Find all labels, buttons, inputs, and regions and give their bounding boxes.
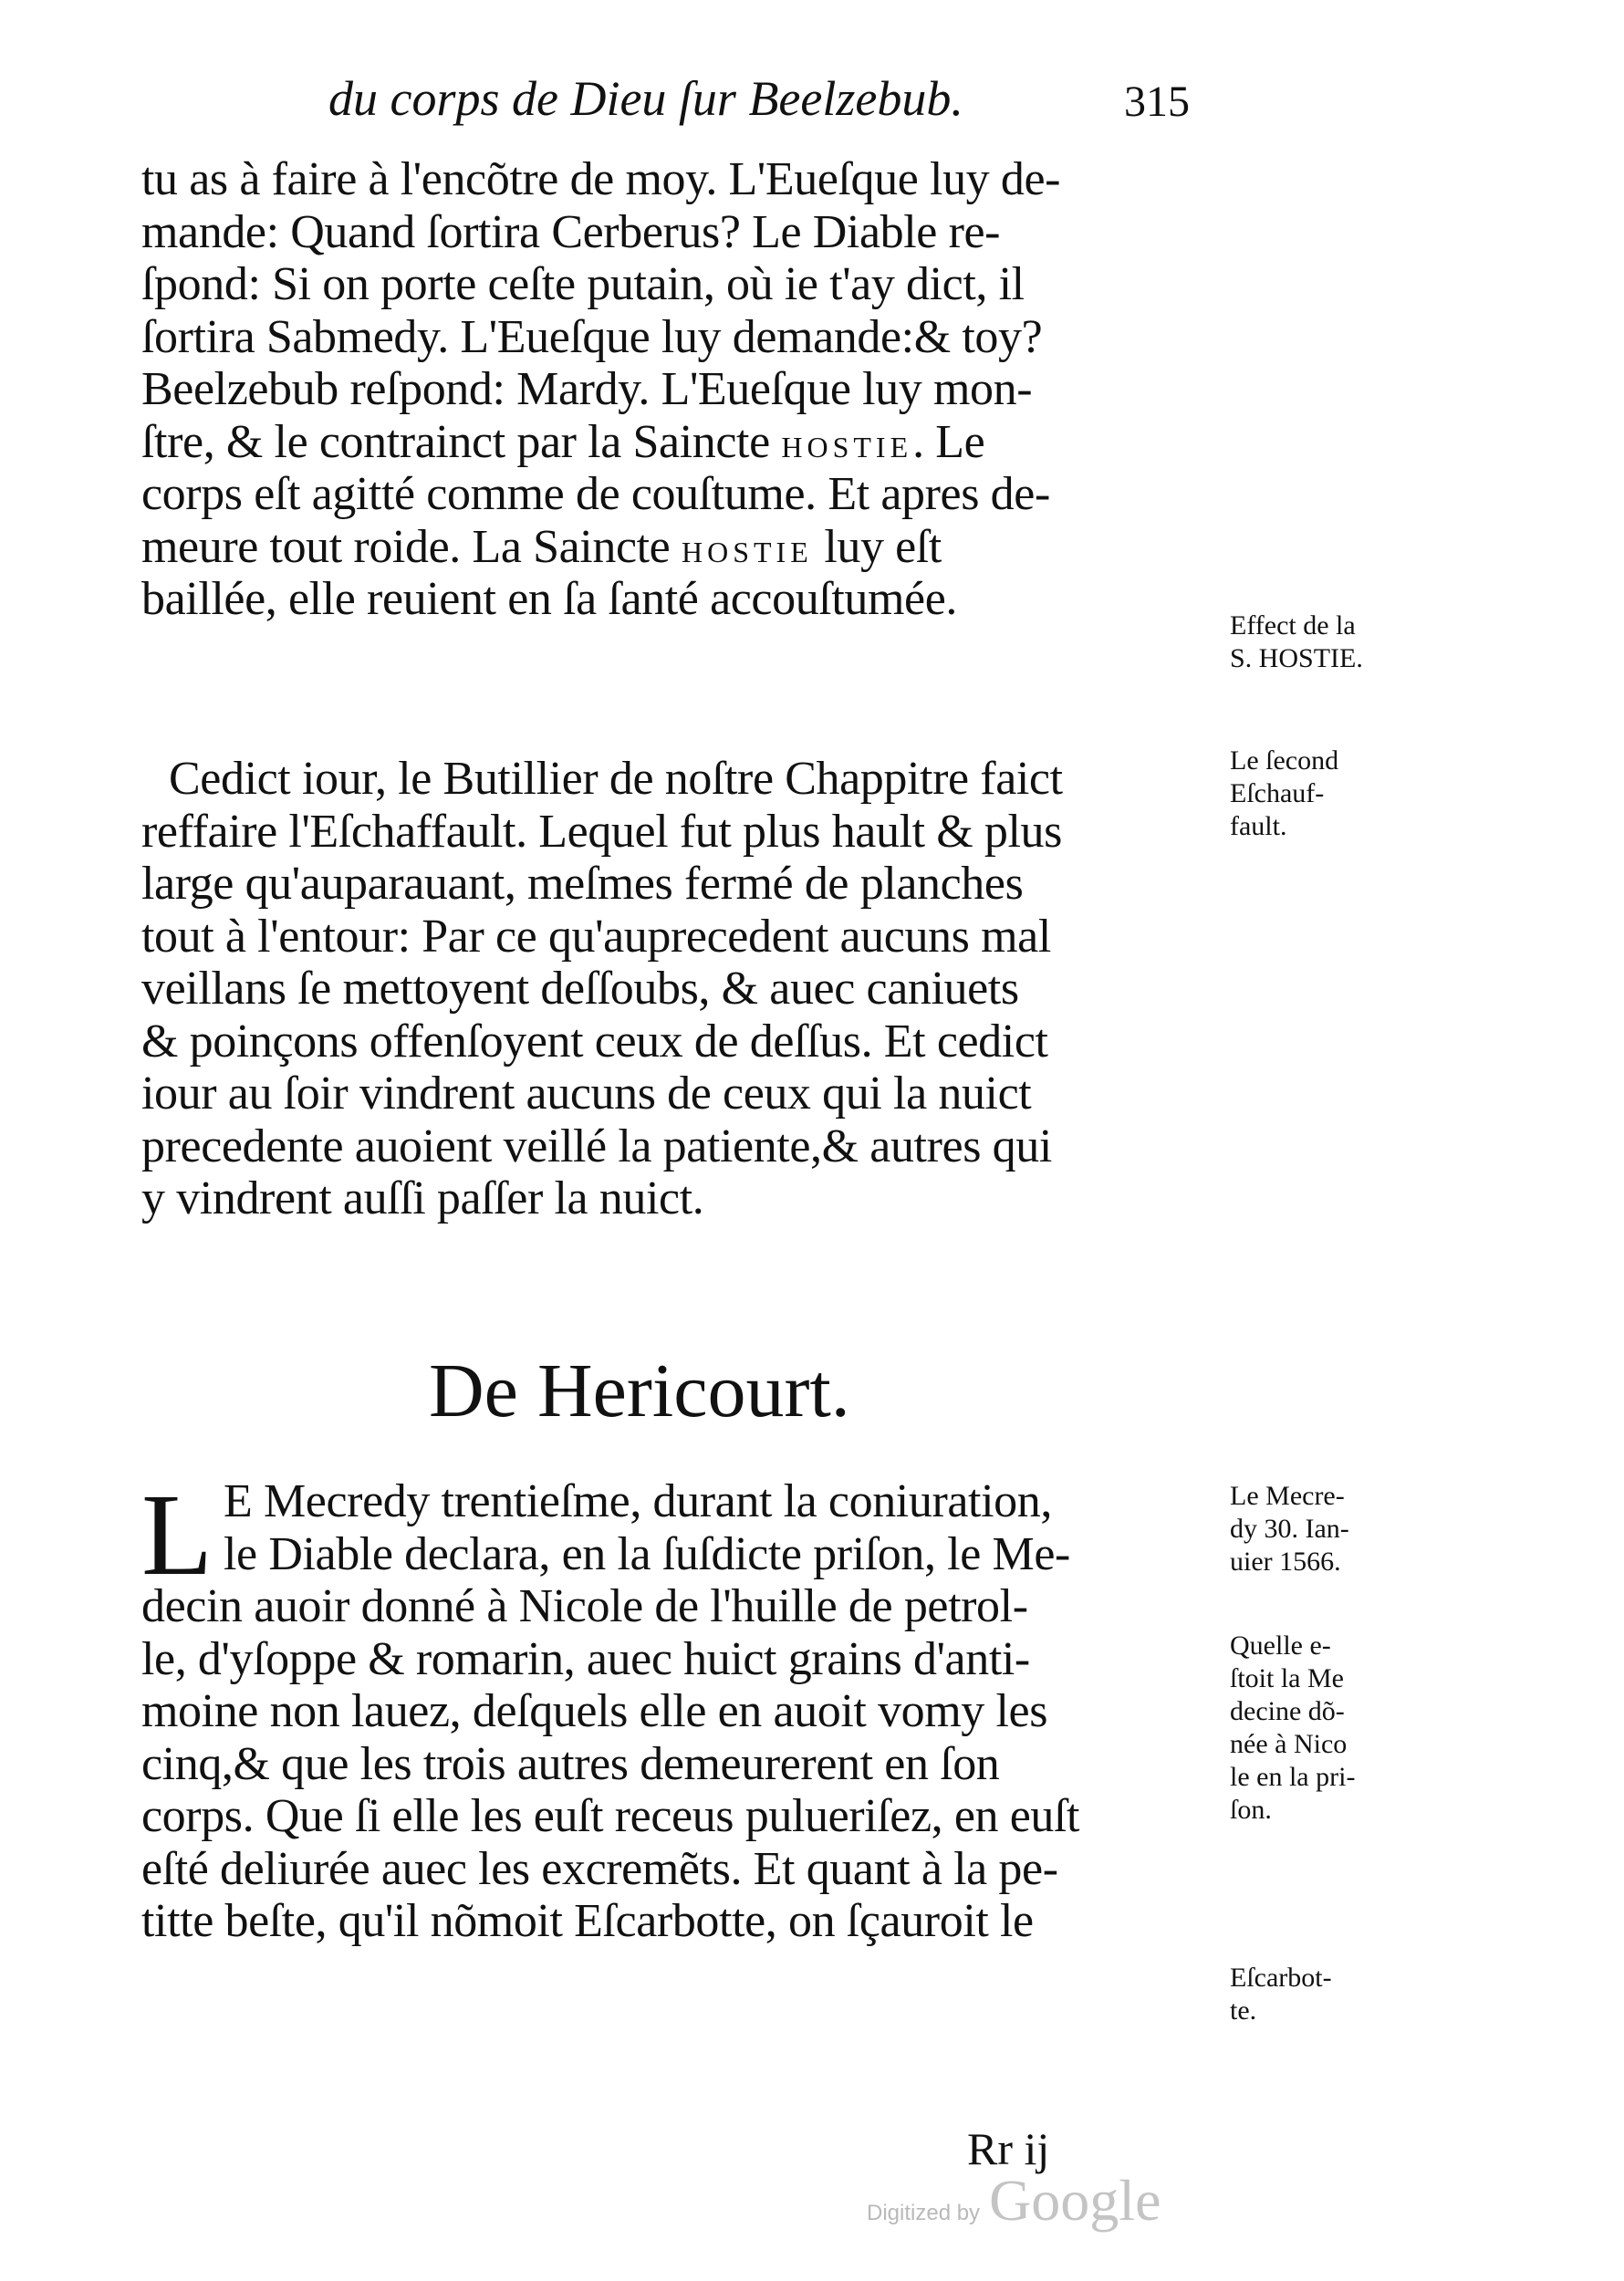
margin-note-medicine: [1230, 1630, 1394, 1827]
text-line: ſortira Sabmedy. L'Eueſque luy demande:& toy?: [141, 310, 1043, 363]
margin-note-line: Eſchauf-: [1230, 778, 1325, 808]
margin-note-effect: [1230, 609, 1394, 675]
digitization-watermark: [867, 2167, 1161, 2234]
text-block-1: [141, 153, 1218, 626]
text-line: mande: Quand ſortira Cerberus? Le Diable re-: [141, 205, 1001, 258]
text-line: titte beſte, qu'il nõmoit Eſcarbotte, on ſçauroit le: [141, 1895, 1034, 1947]
running-head: du corps de Dieu ſur Beelzebub.: [328, 71, 963, 126]
text-line: [141, 416, 1218, 469]
margin-note-line: uier 1566.: [1230, 1547, 1341, 1577]
page-number: 315: [1124, 78, 1190, 126]
text-line: ſpond: Si on porte ceſte putain, où ie t'ay dict, il: [141, 258, 1025, 310]
text-block-2: [141, 753, 1218, 1225]
margin-note-line: Le Mecre-: [1230, 1481, 1345, 1511]
margin-note-line: Quelle e-: [1230, 1630, 1331, 1661]
margin-note-line: Effect de la: [1230, 610, 1356, 641]
text-line: Cedict iour, le Butillier de noſtre Chappitre faict: [169, 753, 1063, 805]
text-fragment: . Le: [912, 415, 985, 468]
text-fragment: ſtre, & le contrainct par la Saincte: [141, 415, 782, 468]
text-line: iour au ſoir vindrent aucuns de ceux qui la nuict: [141, 1068, 1032, 1120]
text-line: eſté deliurée auec les excremẽts. Et quant à la pe-: [141, 1842, 1058, 1895]
margin-note-line: le en la pri-: [1230, 1762, 1356, 1792]
margin-note-line: te.: [1230, 1995, 1257, 2026]
text-line: precedente auoient veillé la patiente,& autres qui: [141, 1120, 1052, 1172]
text-fragment: luy eſt: [812, 520, 942, 573]
text-line: cinq,& que les trois autres demeurerent en ſon: [141, 1737, 1000, 1790]
margin-note-line: fault.: [1230, 811, 1287, 841]
text-line: corps. Que ſi elle les euſt receus pulueriſez, en euſt: [141, 1790, 1080, 1842]
watermark-logo: Google: [989, 2168, 1161, 2233]
text-line: baillée, elle reuient en ſa ſanté accouſtumée.: [141, 573, 958, 625]
margin-note-line: Eſcarbot-: [1230, 1963, 1332, 1993]
text-line: y vindrent auſſi paſſer la nuict.: [141, 1172, 704, 1224]
watermark-label: Digitized by: [867, 2201, 981, 2225]
text-line: & poinçons offenſoyent ceux de deſſus. Et cedict: [141, 1015, 1048, 1068]
margin-note-scaffold: [1230, 745, 1394, 843]
text-line: veillans ſe mettoyent deſſoubs, & auec caniuets: [141, 963, 1019, 1015]
text-line: tu as à faire à l'encõtre de moy. L'Eueſque luy de-: [141, 153, 1061, 205]
text-line: E Mecredy trentieſme, durant la coniuration,: [224, 1475, 1052, 1527]
text-line: le Diable declara, en la ſuſdicte priſon, le Me-: [224, 1527, 1070, 1580]
margin-note-line: ſon.: [1230, 1795, 1272, 1825]
text-line: large qu'auparauant, meſmes fermé de planches: [141, 858, 1024, 910]
drop-cap: L: [141, 1470, 213, 1599]
text-fragment: meure tout roide. La Saincte: [141, 520, 682, 573]
margin-note-line: dy 30. Ian-: [1230, 1514, 1349, 1544]
text-line: reffaire l'Eſchaffault. Lequel fut plus hault & plus: [141, 805, 1062, 858]
text-line: tout à l'entour: Par ce qu'auprecedent aucuns mal: [141, 910, 1051, 963]
margin-note-beetle: [1230, 1962, 1394, 2027]
margin-note-line: ſtoit la Me: [1230, 1663, 1344, 1693]
small-caps-word: hostie: [781, 419, 913, 466]
margin-note-line: S. HOSTIE.: [1230, 643, 1363, 673]
margin-note-line: decine dõ-: [1230, 1696, 1345, 1726]
text-line: decin auoir donné à Nicole de l'huille de petrol-: [141, 1580, 1028, 1632]
text-line: [141, 521, 1218, 574]
margin-note-date: [1230, 1480, 1394, 1578]
text-line: corps eſt agitté comme de couſtume. Et apres de-: [141, 468, 1050, 520]
text-line: le, d'yſoppe & romarin, auec huict grains d'anti-: [141, 1632, 1030, 1685]
signature-mark: Rr ij: [967, 2123, 1050, 2174]
section-heading: De Hericourt.: [429, 1349, 850, 1433]
margin-note-line: née à Nico: [1230, 1729, 1348, 1759]
small-caps-word: hostie: [681, 524, 813, 571]
text-block-3: [141, 1470, 1218, 1948]
margin-note-line: Le ſecond: [1230, 745, 1339, 776]
text-line: Beelzebub reſpond: Mardy. L'Eueſque luy mon-: [141, 363, 1033, 415]
text-line: moine non lauez, deſquels elle en auoit vomy les: [141, 1685, 1048, 1737]
